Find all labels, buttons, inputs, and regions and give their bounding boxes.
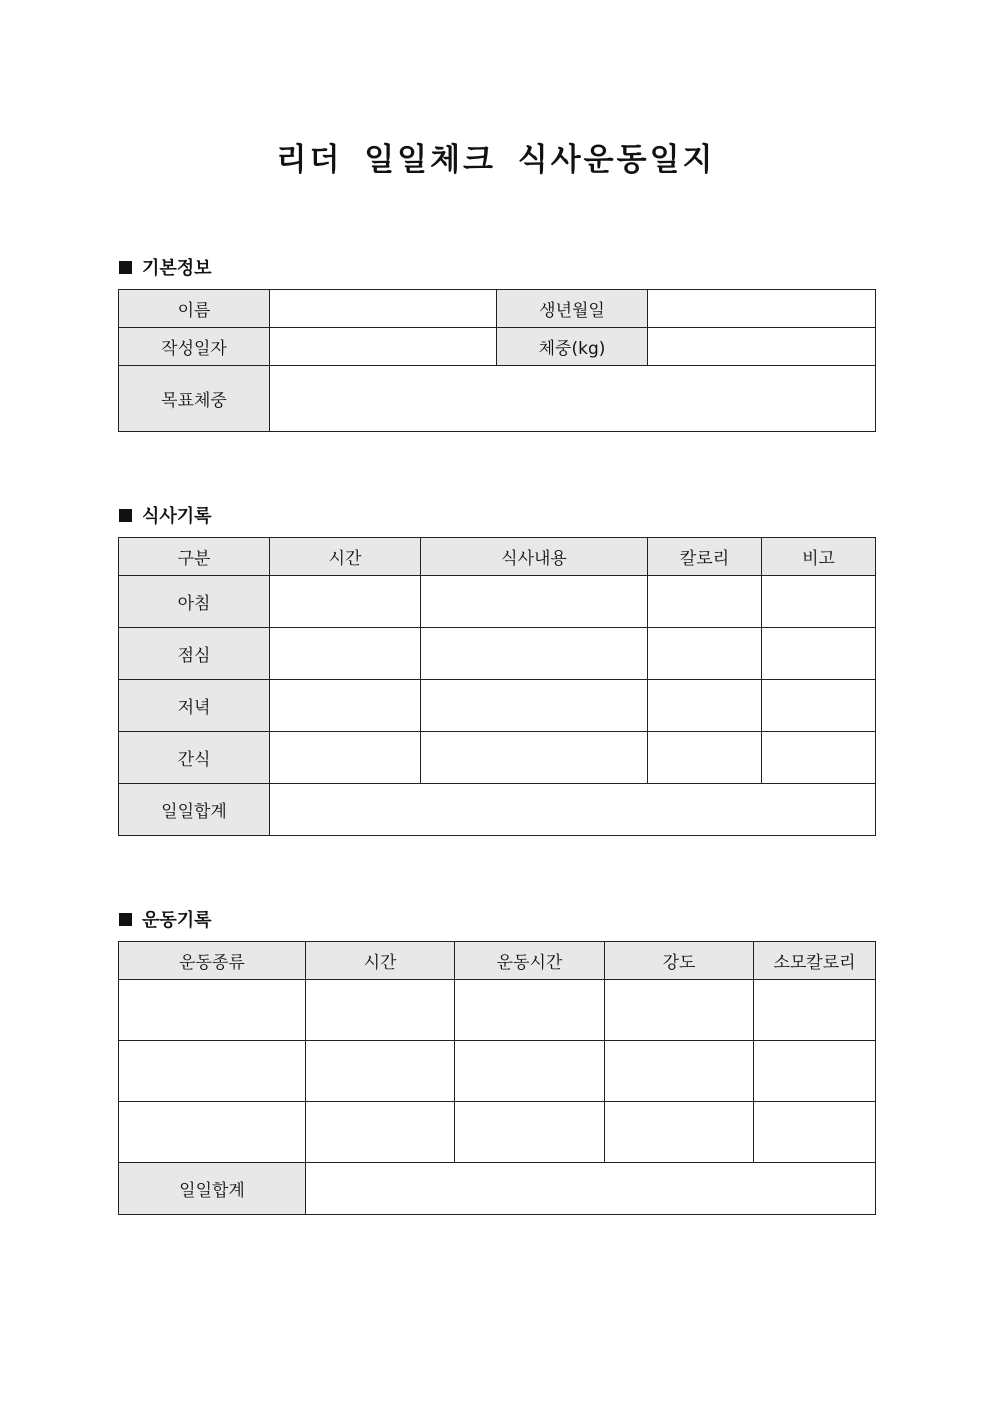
exercise-header-time: 시간: [306, 942, 455, 980]
meal-calorie-cell[interactable]: [648, 680, 762, 732]
exercise-time-cell[interactable]: [306, 1041, 455, 1102]
meal-note-cell[interactable]: [762, 732, 876, 784]
exercise-time-cell[interactable]: [306, 1102, 455, 1163]
meal-time-cell[interactable]: [270, 732, 421, 784]
meal-row-label: 점심: [119, 628, 270, 680]
weight-label: 체중(kg): [497, 328, 648, 366]
meal-note-cell[interactable]: [762, 680, 876, 732]
exercise-duration-cell[interactable]: [455, 1041, 605, 1102]
square-bullet-icon: [119, 509, 132, 522]
meal-row-label: 아침: [119, 576, 270, 628]
goal-weight-field[interactable]: [270, 366, 876, 432]
meal-total-label: 일일합계: [119, 784, 270, 836]
table-row: [119, 628, 876, 680]
basic-info-table: [118, 289, 876, 432]
meal-calorie-cell[interactable]: [648, 732, 762, 784]
meal-time-cell[interactable]: [270, 680, 421, 732]
square-bullet-icon: [119, 261, 132, 274]
page-title: 리더 일일체크 식사운동일지: [276, 142, 716, 178]
square-bullet-icon: [119, 913, 132, 926]
section-heading-meal: [119, 502, 212, 528]
exercise-intensity-cell[interactable]: [605, 1041, 754, 1102]
meal-note-cell[interactable]: [762, 628, 876, 680]
section-heading-label: 기본정보: [142, 258, 212, 279]
birth-label: 생년월일: [497, 290, 648, 328]
exercise-calories-cell[interactable]: [754, 980, 876, 1041]
date-label: 작성일자: [119, 328, 270, 366]
section-heading-exercise: [119, 906, 212, 932]
meal-content-cell[interactable]: [421, 680, 648, 732]
meal-row-label: 간식: [119, 732, 270, 784]
goal-weight-label: 목표체중: [119, 366, 270, 432]
section-heading-basic-info: [119, 254, 212, 280]
exercise-type-cell[interactable]: [119, 980, 306, 1041]
table-row: [119, 732, 876, 784]
exercise-duration-cell[interactable]: [455, 980, 605, 1041]
exercise-intensity-cell[interactable]: [605, 980, 754, 1041]
date-field[interactable]: [270, 328, 497, 366]
meal-header-calorie: 칼로리: [648, 538, 762, 576]
table-row: [119, 576, 876, 628]
table-row: [119, 1041, 876, 1102]
exercise-header-type: 운동종류: [119, 942, 306, 980]
exercise-calories-cell[interactable]: [754, 1102, 876, 1163]
section-heading-label: 식사기록: [142, 506, 212, 527]
name-label: 이름: [119, 290, 270, 328]
table-row: [119, 680, 876, 732]
birth-field[interactable]: [648, 290, 876, 328]
exercise-header-calories-burned: 소모칼로리: [754, 942, 876, 980]
meal-header-note: 비고: [762, 538, 876, 576]
meal-time-cell[interactable]: [270, 576, 421, 628]
exercise-calories-cell[interactable]: [754, 1041, 876, 1102]
name-field[interactable]: [270, 290, 497, 328]
exercise-intensity-cell[interactable]: [605, 1102, 754, 1163]
exercise-duration-cell[interactable]: [455, 1102, 605, 1163]
meal-content-cell[interactable]: [421, 628, 648, 680]
exercise-header-duration: 운동시간: [455, 942, 605, 980]
exercise-header-intensity: 강도: [605, 942, 754, 980]
exercise-total-label: 일일합계: [119, 1163, 306, 1215]
meal-header-time: 시간: [270, 538, 421, 576]
table-row: [119, 980, 876, 1041]
table-row: [119, 1102, 876, 1163]
meal-header-content: 식사내용: [421, 538, 648, 576]
exercise-table: [118, 941, 876, 1215]
exercise-type-cell[interactable]: [119, 1041, 306, 1102]
section-heading-label: 운동기록: [142, 910, 212, 931]
meal-note-cell[interactable]: [762, 576, 876, 628]
meal-content-cell[interactable]: [421, 732, 648, 784]
exercise-total-field[interactable]: [306, 1163, 876, 1215]
exercise-type-cell[interactable]: [119, 1102, 306, 1163]
weight-field[interactable]: [648, 328, 876, 366]
meal-calorie-cell[interactable]: [648, 628, 762, 680]
meal-content-cell[interactable]: [421, 576, 648, 628]
meal-calorie-cell[interactable]: [648, 576, 762, 628]
exercise-time-cell[interactable]: [306, 980, 455, 1041]
meal-header-category: 구분: [119, 538, 270, 576]
meal-total-field[interactable]: [270, 784, 876, 836]
meal-time-cell[interactable]: [270, 628, 421, 680]
meal-table: [118, 537, 876, 836]
meal-row-label: 저녁: [119, 680, 270, 732]
